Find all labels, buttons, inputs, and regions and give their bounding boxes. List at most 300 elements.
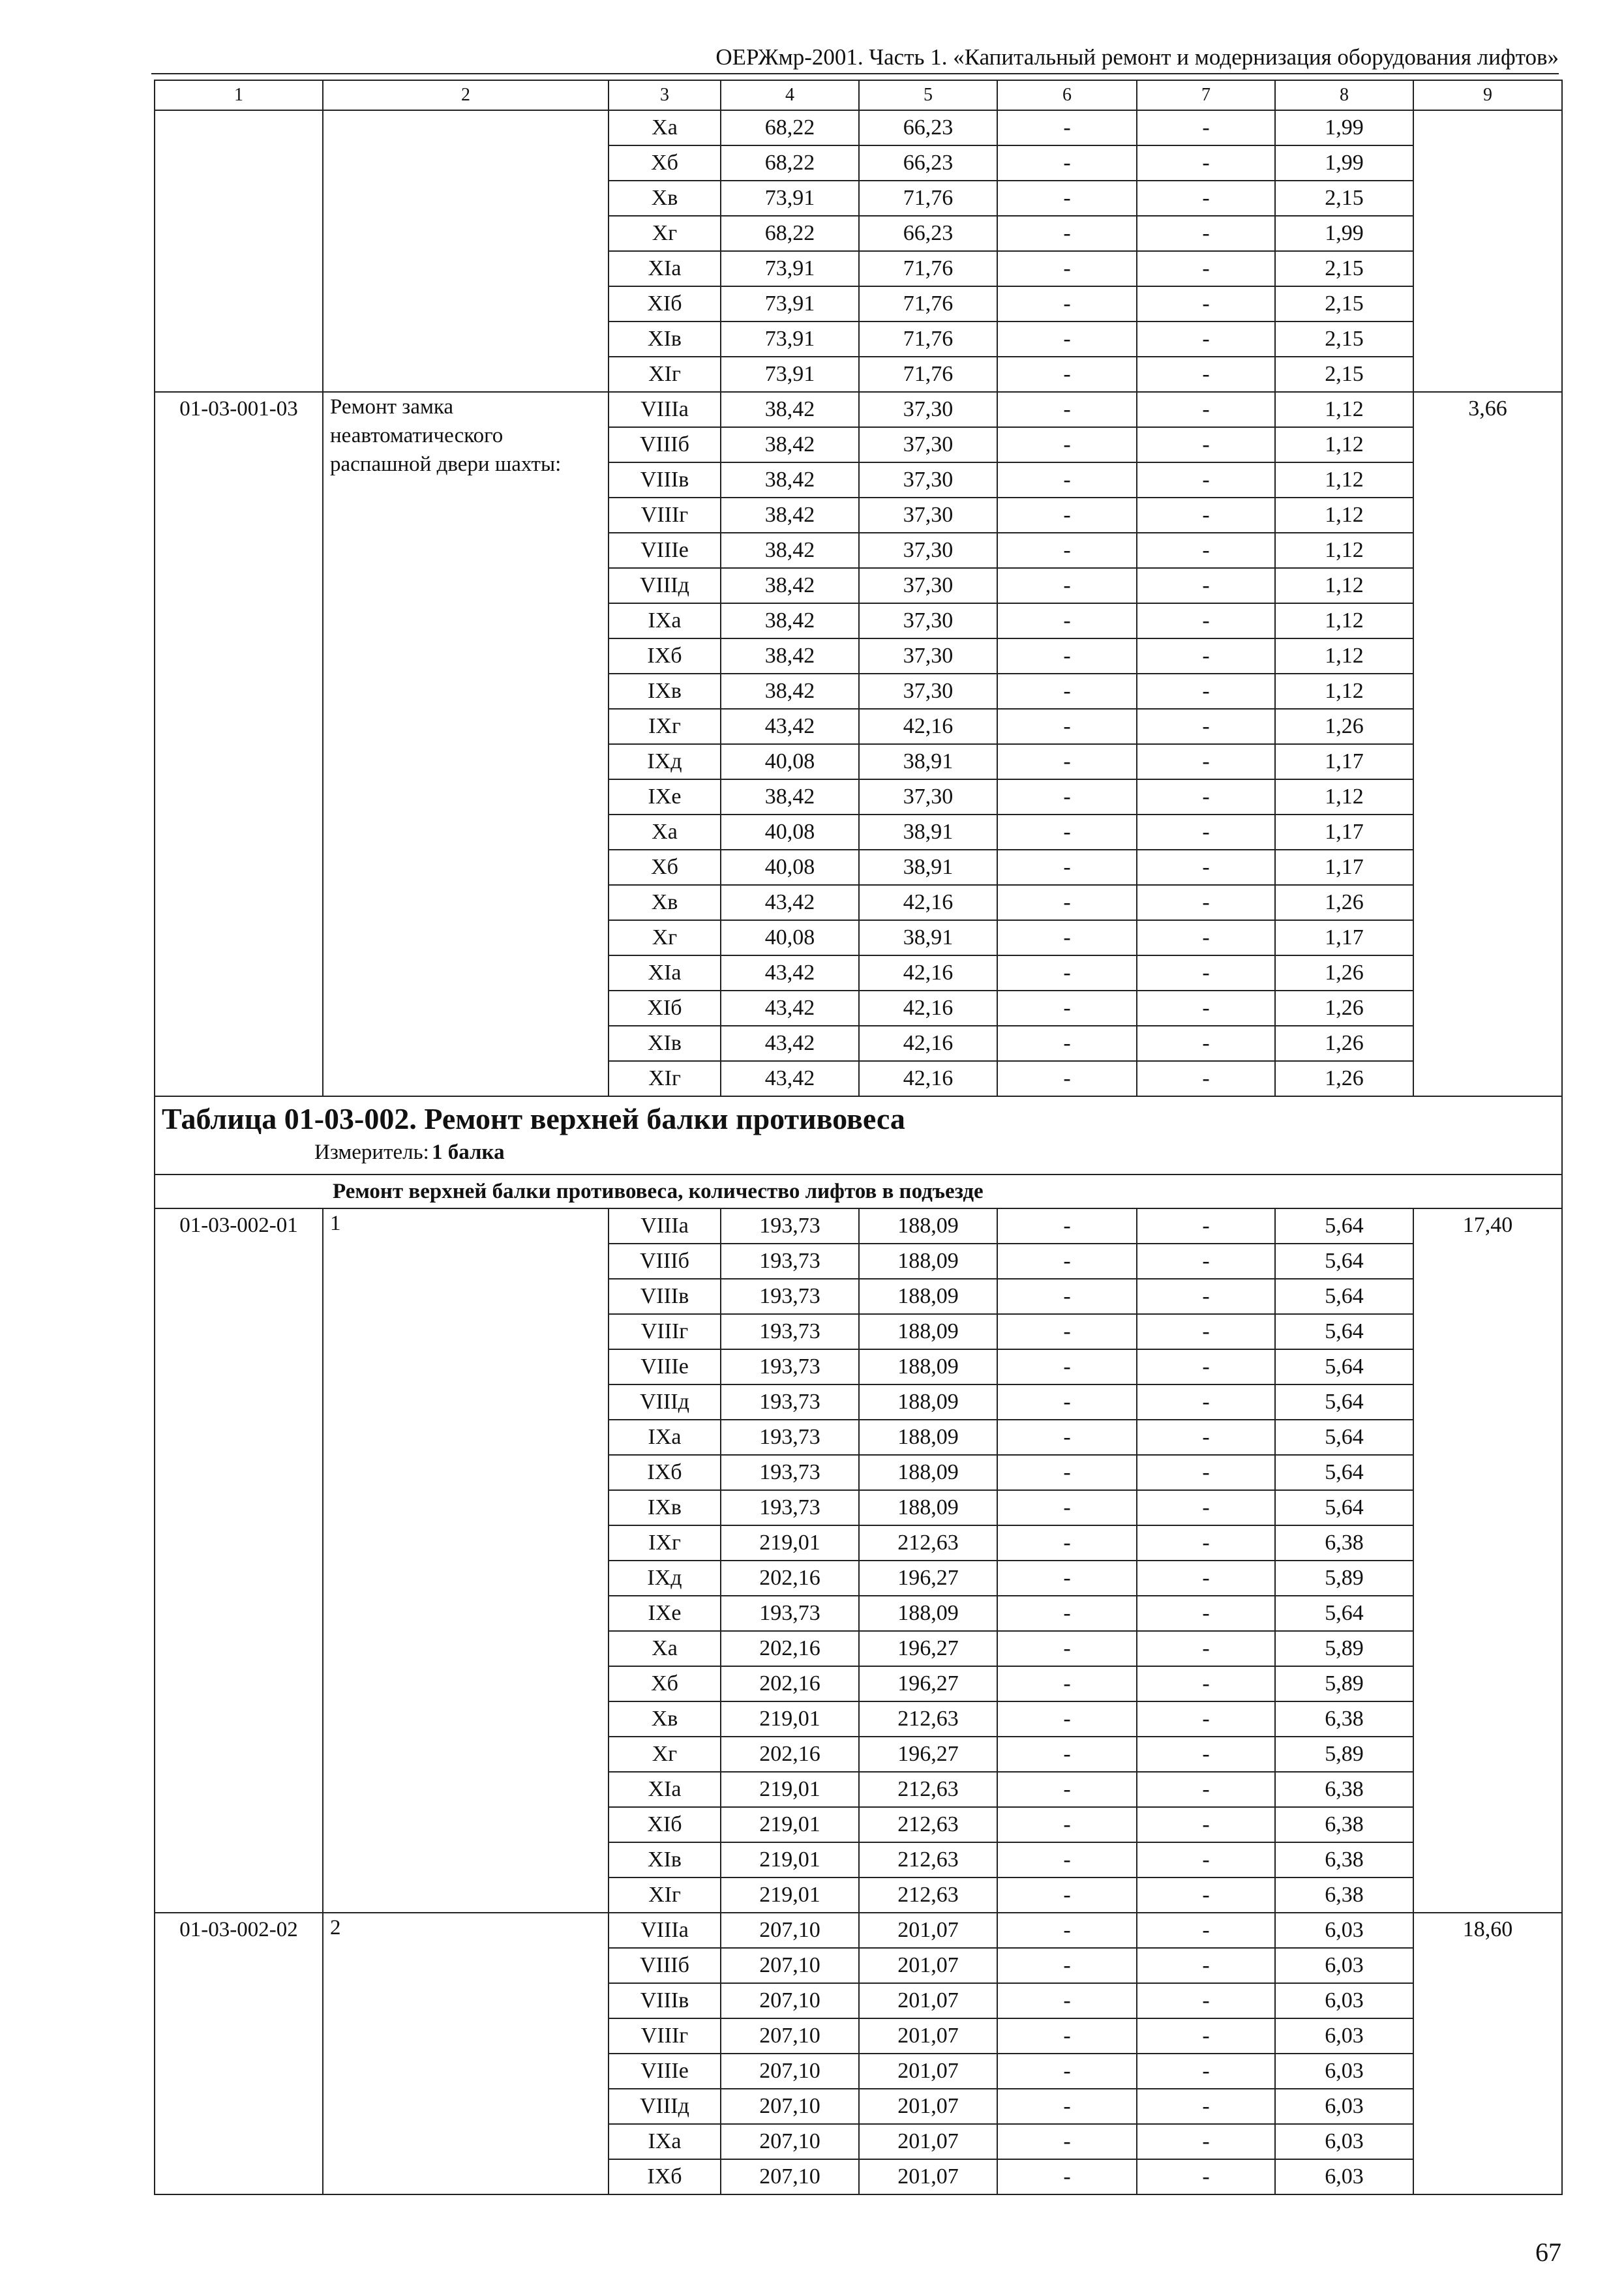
value-col8: 1,99	[1275, 216, 1413, 251]
column-number: 5	[859, 80, 997, 110]
zone-cell: XIв	[609, 322, 721, 357]
value-col6: -	[997, 1455, 1137, 1490]
value-col7: -	[1137, 1878, 1275, 1913]
value-col5: 38,91	[859, 744, 997, 779]
zone-cell: IXа	[609, 1420, 721, 1455]
value-col4: 193,73	[721, 1420, 859, 1455]
value-col6: -	[997, 885, 1137, 920]
value-col7: -	[1137, 2159, 1275, 2194]
value-col4: 38,42	[721, 533, 859, 568]
value-col6: -	[997, 2159, 1137, 2194]
zone-cell: IXб	[609, 638, 721, 674]
value-col8: 6,38	[1275, 1525, 1413, 1561]
value-col5: 212,63	[859, 1807, 997, 1842]
value-col6: -	[997, 1384, 1137, 1420]
rate-code: 01-03-001-03	[155, 392, 323, 1096]
value-col5: 212,63	[859, 1842, 997, 1878]
zone-cell: Xг	[609, 920, 721, 955]
value-col4: 207,10	[721, 1948, 859, 1983]
value-col8: 5,64	[1275, 1244, 1413, 1279]
value-col7: -	[1137, 1701, 1275, 1737]
value-col6: -	[997, 462, 1137, 498]
value-col6: -	[997, 2018, 1137, 2054]
value-col7: -	[1137, 498, 1275, 533]
value-col6: -	[997, 568, 1137, 603]
value-col7: -	[1137, 110, 1275, 145]
value-col4: 219,01	[721, 1878, 859, 1913]
value-col4: 73,91	[721, 357, 859, 392]
zone-cell: VIIIе	[609, 533, 721, 568]
value-col6: -	[997, 850, 1137, 885]
value-col6: -	[997, 1666, 1137, 1701]
value-col5: 37,30	[859, 462, 997, 498]
zone-cell: IXв	[609, 674, 721, 709]
value-col4: 207,10	[721, 2124, 859, 2159]
zone-cell: IXг	[609, 1525, 721, 1561]
value-col8: 5,89	[1275, 1737, 1413, 1772]
value-col7: -	[1137, 1490, 1275, 1525]
zone-cell: IXд	[609, 744, 721, 779]
zone-cell: Xг	[609, 1737, 721, 1772]
value-col7: -	[1137, 2124, 1275, 2159]
value-col7: -	[1137, 955, 1275, 991]
value-col8: 6,38	[1275, 1701, 1413, 1737]
value-col8: 6,03	[1275, 2018, 1413, 2054]
value-col4: 38,42	[721, 568, 859, 603]
value-col4: 193,73	[721, 1384, 859, 1420]
value-col4: 193,73	[721, 1314, 859, 1349]
value-col8: 1,26	[1275, 709, 1413, 744]
value-col8: 2,15	[1275, 322, 1413, 357]
value-col5: 188,09	[859, 1384, 997, 1420]
value-col6: -	[997, 1631, 1137, 1666]
value-col5: 66,23	[859, 145, 997, 181]
rate-name: 2	[323, 1913, 609, 2194]
value-col4: 38,42	[721, 779, 859, 815]
zone-cell: VIIIе	[609, 1349, 721, 1384]
value-col6: -	[997, 779, 1137, 815]
column-number: 8	[1275, 80, 1413, 110]
value-col4: 68,22	[721, 216, 859, 251]
value-col4: 43,42	[721, 991, 859, 1026]
value-col7: -	[1137, 674, 1275, 709]
column-number: 2	[323, 80, 609, 110]
column-number: 7	[1137, 80, 1275, 110]
value-col8: 6,38	[1275, 1772, 1413, 1807]
value-col7: -	[1137, 392, 1275, 427]
zone-cell: XIб	[609, 991, 721, 1026]
value-col6: -	[997, 181, 1137, 216]
value-col5: 196,27	[859, 1737, 997, 1772]
value-col5: 37,30	[859, 603, 997, 638]
value-col5: 37,30	[859, 498, 997, 533]
value-col4: 38,42	[721, 462, 859, 498]
table-row	[155, 392, 1562, 427]
value-col4: 193,73	[721, 1208, 859, 1244]
value-col7: -	[1137, 533, 1275, 568]
value-col7: -	[1137, 2089, 1275, 2124]
value-col6: -	[997, 1737, 1137, 1772]
value-col8: 2,15	[1275, 181, 1413, 216]
zone-cell: IXб	[609, 1455, 721, 1490]
rate-name: Ремонт замка неавтоматического распашной двери шахты:	[323, 392, 609, 1096]
rate-total: 3,66	[1413, 392, 1562, 1096]
value-col8: 5,64	[1275, 1420, 1413, 1455]
value-col8: 1,26	[1275, 955, 1413, 991]
value-col8: 1,12	[1275, 462, 1413, 498]
zone-cell: IXг	[609, 709, 721, 744]
value-col5: 37,30	[859, 392, 997, 427]
value-col6: -	[997, 1842, 1137, 1878]
zone-cell: XIб	[609, 286, 721, 322]
value-col5: 37,30	[859, 427, 997, 462]
value-col8: 6,03	[1275, 2089, 1413, 2124]
value-col8: 5,64	[1275, 1384, 1413, 1420]
zone-cell: IXе	[609, 779, 721, 815]
zone-cell: VIIIб	[609, 427, 721, 462]
value-col5: 188,09	[859, 1596, 997, 1631]
value-col4: 73,91	[721, 181, 859, 216]
value-col6: -	[997, 638, 1137, 674]
header-rule	[151, 73, 1559, 74]
value-col4: 207,10	[721, 1983, 859, 2018]
value-col5: 188,09	[859, 1420, 997, 1455]
page-number: 67	[1535, 2237, 1561, 2267]
value-col5: 201,07	[859, 1948, 997, 1983]
value-col7: -	[1137, 850, 1275, 885]
value-col4: 38,42	[721, 498, 859, 533]
value-col6: -	[997, 427, 1137, 462]
value-col5: 66,23	[859, 216, 997, 251]
value-col8: 1,99	[1275, 145, 1413, 181]
value-col8: 6,38	[1275, 1878, 1413, 1913]
zone-cell: VIIIб	[609, 1244, 721, 1279]
value-col4: 193,73	[721, 1490, 859, 1525]
value-col6: -	[997, 1983, 1137, 2018]
value-col4: 73,91	[721, 251, 859, 286]
value-col4: 202,16	[721, 1631, 859, 1666]
value-col7: -	[1137, 1349, 1275, 1384]
value-col6: -	[997, 286, 1137, 322]
zone-cell: VIIIг	[609, 2018, 721, 2054]
table-heading-row	[155, 1096, 1562, 1174]
value-col4: 193,73	[721, 1279, 859, 1314]
value-col4: 40,08	[721, 920, 859, 955]
value-col6: -	[997, 1314, 1137, 1349]
value-col5: 71,76	[859, 286, 997, 322]
zone-cell: Xб	[609, 1666, 721, 1701]
value-col7: -	[1137, 1807, 1275, 1842]
value-col7: -	[1137, 1737, 1275, 1772]
value-col8: 5,89	[1275, 1631, 1413, 1666]
value-col8: 6,03	[1275, 1983, 1413, 2018]
value-col5: 42,16	[859, 1061, 997, 1096]
value-col4: 43,42	[721, 1026, 859, 1061]
value-col6: -	[997, 1913, 1137, 1948]
zone-cell: Xв	[609, 1701, 721, 1737]
zone-cell: VIIIг	[609, 1314, 721, 1349]
value-col4: 73,91	[721, 286, 859, 322]
value-col6: -	[997, 2124, 1137, 2159]
zone-cell: XIг	[609, 357, 721, 392]
value-col8: 6,38	[1275, 1842, 1413, 1878]
zone-cell: XIв	[609, 1842, 721, 1878]
value-col8: 1,12	[1275, 427, 1413, 462]
value-col5: 42,16	[859, 709, 997, 744]
value-col5: 201,07	[859, 2089, 997, 2124]
value-col8: 1,12	[1275, 533, 1413, 568]
value-col8: 1,17	[1275, 920, 1413, 955]
value-col8: 1,12	[1275, 568, 1413, 603]
value-col5: 42,16	[859, 991, 997, 1026]
value-col6: -	[997, 1948, 1137, 1983]
value-col4: 68,22	[721, 110, 859, 145]
value-col8: 5,64	[1275, 1314, 1413, 1349]
value-col8: 5,89	[1275, 1561, 1413, 1596]
zone-cell: VIIIд	[609, 2089, 721, 2124]
value-col8: 1,12	[1275, 674, 1413, 709]
value-col4: 207,10	[721, 2159, 859, 2194]
value-col7: -	[1137, 1244, 1275, 1279]
value-col7: -	[1137, 709, 1275, 744]
zone-cell: VIIIв	[609, 462, 721, 498]
value-col6: -	[997, 533, 1137, 568]
value-col6: -	[997, 955, 1137, 991]
zone-cell: VIIIг	[609, 498, 721, 533]
unit-label: Измеритель:	[314, 1141, 429, 1164]
rate-total: 18,60	[1413, 1913, 1562, 2194]
zone-cell: XIа	[609, 1772, 721, 1807]
value-col8: 5,64	[1275, 1490, 1413, 1525]
value-col8: 1,99	[1275, 110, 1413, 145]
value-col6: -	[997, 1561, 1137, 1596]
value-col4: 202,16	[721, 1561, 859, 1596]
value-col7: -	[1137, 216, 1275, 251]
value-col5: 201,07	[859, 1913, 997, 1948]
column-number: 4	[721, 80, 859, 110]
value-col8: 1,12	[1275, 638, 1413, 674]
value-col6: -	[997, 145, 1137, 181]
zone-cell: VIIIа	[609, 392, 721, 427]
zone-cell: VIIIа	[609, 1208, 721, 1244]
value-col5: 42,16	[859, 1026, 997, 1061]
value-col8: 6,03	[1275, 2124, 1413, 2159]
value-col4: 207,10	[721, 1913, 859, 1948]
value-col6: -	[997, 1772, 1137, 1807]
value-col4: 219,01	[721, 1701, 859, 1737]
value-col5: 37,30	[859, 533, 997, 568]
value-col7: -	[1137, 1596, 1275, 1631]
value-col4: 193,73	[721, 1244, 859, 1279]
value-col5: 201,07	[859, 2018, 997, 2054]
value-col7: -	[1137, 1772, 1275, 1807]
value-col7: -	[1137, 1279, 1275, 1314]
value-col7: -	[1137, 991, 1275, 1026]
rate-code: 01-03-002-02	[155, 1913, 323, 2194]
value-col4: 38,42	[721, 674, 859, 709]
value-col5: 71,76	[859, 357, 997, 392]
value-col4: 202,16	[721, 1737, 859, 1772]
value-col7: -	[1137, 1455, 1275, 1490]
value-col5: 212,63	[859, 1772, 997, 1807]
value-col5: 66,23	[859, 110, 997, 145]
zone-cell: Xа	[609, 110, 721, 145]
value-col8: 6,03	[1275, 1948, 1413, 1983]
value-col7: -	[1137, 779, 1275, 815]
value-col5: 188,09	[859, 1455, 997, 1490]
value-col4: 43,42	[721, 709, 859, 744]
zone-cell: VIIIв	[609, 1983, 721, 2018]
value-col6: -	[997, 498, 1137, 533]
value-col7: -	[1137, 1061, 1275, 1096]
zone-cell: VIIIб	[609, 1948, 721, 1983]
value-col5: 71,76	[859, 322, 997, 357]
value-col6: -	[997, 1807, 1137, 1842]
value-col7: -	[1137, 145, 1275, 181]
value-col7: -	[1137, 1913, 1275, 1948]
rate-code: 01-03-002-01	[155, 1208, 323, 1913]
value-col6: -	[997, 674, 1137, 709]
value-col8: 6,03	[1275, 2159, 1413, 2194]
zone-cell: XIг	[609, 1878, 721, 1913]
value-col6: -	[997, 744, 1137, 779]
value-col8: 5,64	[1275, 1279, 1413, 1314]
zone-cell: IXд	[609, 1561, 721, 1596]
value-col4: 207,10	[721, 2089, 859, 2124]
value-col7: -	[1137, 885, 1275, 920]
value-col7: -	[1137, 1561, 1275, 1596]
running-header: ОЕРЖмр-2001. Часть 1. «Капитальный ремонт и модернизация оборудования лифтов»	[715, 44, 1559, 70]
value-col5: 188,09	[859, 1279, 997, 1314]
value-col6: -	[997, 1420, 1137, 1455]
value-col5: 212,63	[859, 1701, 997, 1737]
value-col8: 1,17	[1275, 815, 1413, 850]
value-col6: -	[997, 322, 1137, 357]
value-col5: 38,91	[859, 920, 997, 955]
value-col7: -	[1137, 1948, 1275, 1983]
rate-total: 17,40	[1413, 1208, 1562, 1913]
value-col7: -	[1137, 251, 1275, 286]
value-col8: 1,26	[1275, 885, 1413, 920]
value-col6: -	[997, 815, 1137, 850]
value-col5: 196,27	[859, 1561, 997, 1596]
value-col5: 188,09	[859, 1490, 997, 1525]
zone-cell: Xг	[609, 216, 721, 251]
value-col5: 42,16	[859, 955, 997, 991]
value-col8: 1,26	[1275, 1061, 1413, 1096]
value-col7: -	[1137, 1384, 1275, 1420]
value-col4: 202,16	[721, 1666, 859, 1701]
zone-cell: IXв	[609, 1490, 721, 1525]
value-col5: 37,30	[859, 638, 997, 674]
value-col8: 1,12	[1275, 498, 1413, 533]
value-col8: 1,17	[1275, 744, 1413, 779]
value-col8: 6,03	[1275, 2054, 1413, 2089]
value-col6: -	[997, 603, 1137, 638]
value-col4: 219,01	[721, 1842, 859, 1878]
value-col7: -	[1137, 427, 1275, 462]
value-col5: 212,63	[859, 1878, 997, 1913]
value-col8: 5,64	[1275, 1349, 1413, 1384]
value-col8: 1,26	[1275, 1026, 1413, 1061]
value-col5: 201,07	[859, 2159, 997, 2194]
value-col7: -	[1137, 1208, 1275, 1244]
value-col4: 38,42	[721, 427, 859, 462]
zone-cell: VIIIд	[609, 568, 721, 603]
value-col5: 201,07	[859, 2124, 997, 2159]
value-col4: 43,42	[721, 885, 859, 920]
zone-cell: IXе	[609, 1596, 721, 1631]
value-col6: -	[997, 110, 1137, 145]
rates-table	[154, 80, 1563, 2195]
value-col4: 73,91	[721, 322, 859, 357]
zone-cell: VIIIа	[609, 1913, 721, 1948]
value-col6: -	[997, 1279, 1137, 1314]
value-col5: 38,91	[859, 815, 997, 850]
value-col7: -	[1137, 1525, 1275, 1561]
value-col5: 196,27	[859, 1631, 997, 1666]
value-col5: 37,30	[859, 568, 997, 603]
table-row	[155, 110, 1562, 145]
value-col7: -	[1137, 603, 1275, 638]
value-col4: 38,42	[721, 638, 859, 674]
rate-name: 1	[323, 1208, 609, 1913]
value-col4: 43,42	[721, 955, 859, 991]
column-number: 1	[155, 80, 323, 110]
value-col5: 188,09	[859, 1314, 997, 1349]
value-col4: 38,42	[721, 603, 859, 638]
value-col6: -	[997, 357, 1137, 392]
value-col4: 40,08	[721, 815, 859, 850]
section-heading-row	[155, 1174, 1562, 1208]
zone-cell: XIв	[609, 1026, 721, 1061]
value-col7: -	[1137, 744, 1275, 779]
zone-cell: Xа	[609, 815, 721, 850]
zone-cell: IXа	[609, 603, 721, 638]
value-col8: 1,12	[1275, 603, 1413, 638]
value-col4: 38,42	[721, 392, 859, 427]
zone-cell: Xб	[609, 145, 721, 181]
value-col7: -	[1137, 1983, 1275, 2018]
value-col6: -	[997, 1026, 1137, 1061]
value-col6: -	[997, 392, 1137, 427]
value-col7: -	[1137, 1420, 1275, 1455]
zone-cell: VIIIв	[609, 1279, 721, 1314]
column-number: 9	[1413, 80, 1562, 110]
value-col7: -	[1137, 1842, 1275, 1878]
value-col8: 1,26	[1275, 991, 1413, 1026]
column-number: 6	[997, 80, 1137, 110]
value-col4: 40,08	[721, 850, 859, 885]
section-heading: Ремонт верхней балки противовеса, количество лифтов в подъезде	[155, 1174, 1562, 1208]
value-col4: 68,22	[721, 145, 859, 181]
value-col5: 188,09	[859, 1349, 997, 1384]
value-col6: -	[997, 709, 1137, 744]
value-col6: -	[997, 1701, 1137, 1737]
value-col8: 2,15	[1275, 357, 1413, 392]
value-col8: 6,03	[1275, 1913, 1413, 1948]
value-col7: -	[1137, 462, 1275, 498]
value-col8: 1,17	[1275, 850, 1413, 885]
zone-cell: XIг	[609, 1061, 721, 1096]
value-col5: 201,07	[859, 2054, 997, 2089]
value-col5: 188,09	[859, 1244, 997, 1279]
value-col7: -	[1137, 357, 1275, 392]
value-col8: 5,64	[1275, 1596, 1413, 1631]
value-col5: 42,16	[859, 885, 997, 920]
value-col7: -	[1137, 568, 1275, 603]
value-col7: -	[1137, 815, 1275, 850]
